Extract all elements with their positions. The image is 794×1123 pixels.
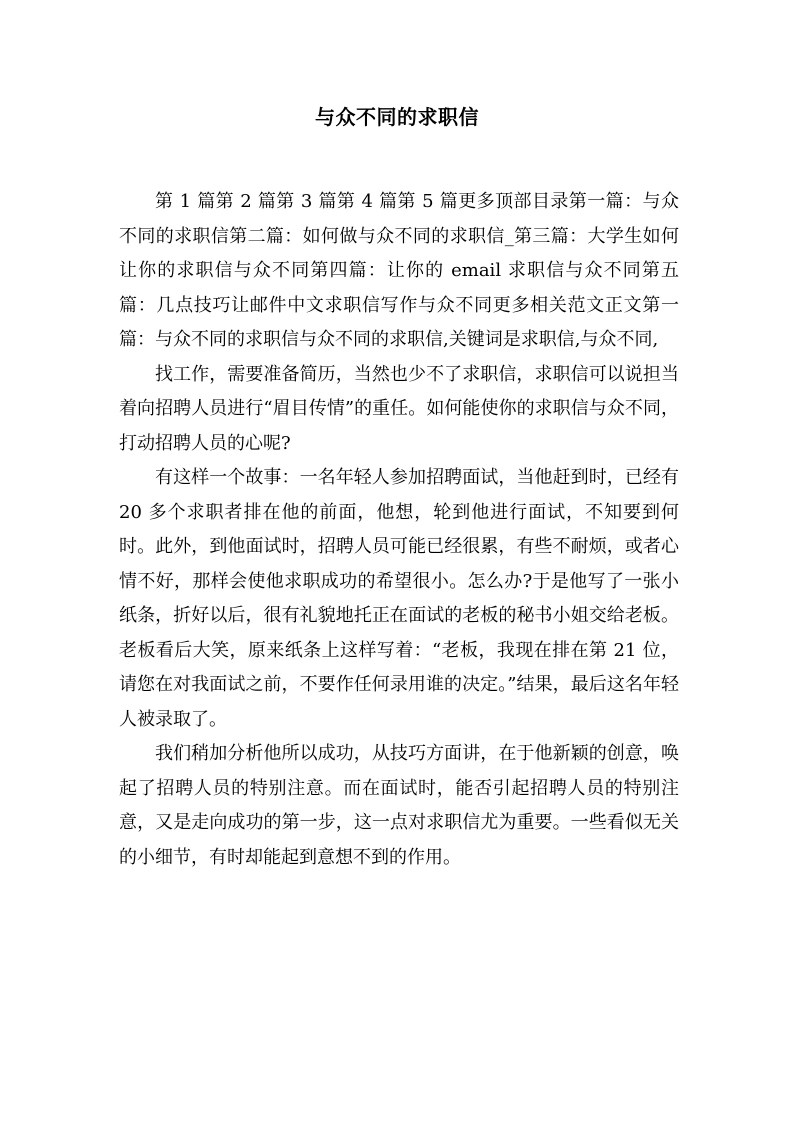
paragraph-story: 有这样一个故事：一名年轻人参加招聘面试，当他赶到时，已经有 20 多个求职者排在他的前面，他想，轮到他进行面试，不知要到何时。此外，到他面试时，招聘人员可能已经很累，有些不耐烦，或者心情不好，那样会使他求职成功的希望很小。怎么办?于是他写了一张小纸条，折好以后，很有礼貌地托正在面试的老板的秘书小姐交给老板。老板看后大笑，原来纸条上这样写着：“老板，我现在排在第 21 位，请您在对我面试之前，不要作任何录用谁的决定。”结果，最后这名年轻人被录取了。 [119,467,679,730]
paragraph-intro: 找工作，需要准备简历，当然也少不了求职信，求职信可以说担当着向招聘人员进行“眉目传情”的重任。如何能使你的求职信与众不同，打动招聘人员的心呢? [119,363,679,454]
document-title: 与众不同的求职信 [315,105,479,129]
document-body [119,185,679,875]
paragraph-table-of-contents: 第 1 篇第 2 篇第 3 篇第 4 篇第 5 篇更多顶部目录第一篇：与众不同的求职信第二篇：如何做与众不同的求职信_第三篇：大学生如何让你的求职信与众不同第四篇：让你的 email 求职信与众不同第五篇：几点技巧让邮件中文求职信写作与众不同更多相关范文正文第一篇：与众不同的求职信与众不同的求职信,关键词是求职信,与众不同, [119,191,679,350]
paragraph-analysis: 我们稍加分析他所以成功，从技巧方面讲，在于他新颖的创意，唤起了招聘人员的特别注意。而在面试时，能否引起招聘人员的特别注意，又是走向成功的第一步，这一点对求职信尤为重要。一些看似无关的小细节，有时却能起到意想不到的作用。 [119,743,679,868]
